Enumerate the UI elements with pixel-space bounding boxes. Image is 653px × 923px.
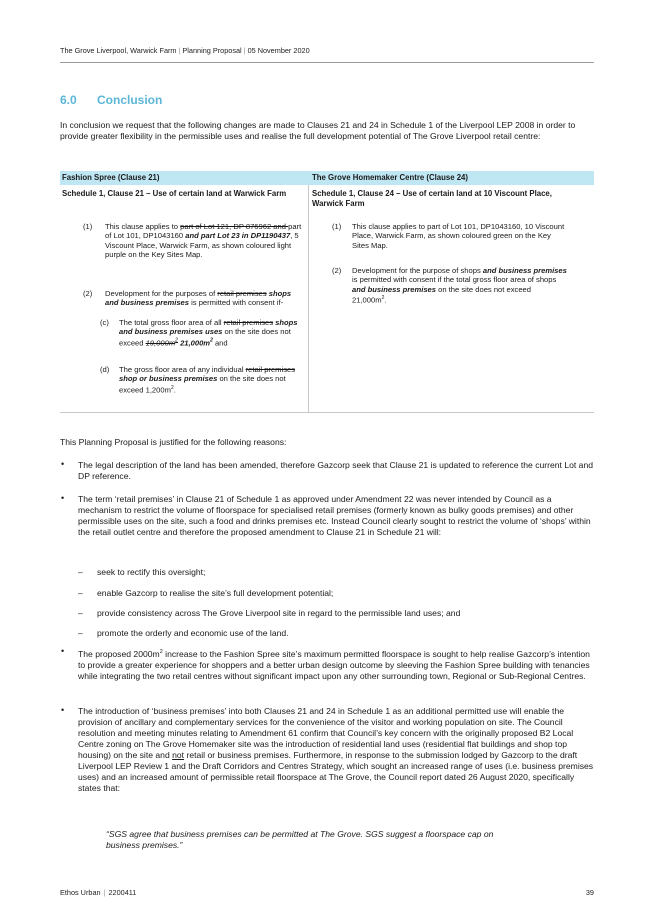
col1-subclause-2-number: (2): [83, 289, 93, 298]
dash-glyph: –: [78, 567, 83, 577]
col2-clause-title: Schedule 1, Clause 24 – Use of certain land at 10 Viscount Place, Warwick Farm: [312, 189, 552, 208]
bullet-2: The term ‘retail premises’ in Clause 21 of Schedule 1 as approved under Amendment 22 was never intended by Council as a mechanism to restrict the volume of floorspace for specialised retail premises (formerly known as bulky goods premises) and other permissible uses on the site, such a food and drinks premises etc. Instead Council clearly sought to restrict the volume of ‘shops’ within the retail outlet centre and therefore the proposed amendment to Clause 21 in Schedule 21 will:: [78, 494, 591, 537]
intro-paragraph: In conclusion we request that the following changes are made to Clauses 21 and 24 in Schedule 1 of the Liverpool LEP 2008 in order to provide greater flexibility in the permissible uses and realise the full development potential of The Grove Liverpool retail centre:: [60, 120, 576, 141]
table-column-divider: [308, 185, 309, 412]
bullet-glyph: •: [61, 646, 65, 656]
col1-item-c-number: (c): [100, 318, 109, 327]
bullet-1: The legal description of the land has been amended, therefore Gazcorp seek that Clause 21 is updated to reference the current Lot and DP reference.: [78, 460, 593, 481]
col1-item-c: The total gross floor area of all retail premises shops and business premises uses on the site does not exceed $19,000m^2$ $21,000m^2$ and: [119, 318, 298, 348]
header-divider: [60, 62, 594, 63]
col2-subclause-2: Development for the purpose of shops and business premises is permitted with consent if the total gross floor area of shops and business premises on the site does not exceed $21,000m^2$.: [352, 266, 567, 305]
dash-item-1: seek to rectify this oversight;: [97, 567, 206, 577]
bullet-glyph: •: [61, 705, 65, 715]
col1-clause-title: Schedule 1, Clause 21 – Use of certain land at Warwick Farm: [62, 189, 287, 198]
table-header-fashion-spree: Fashion Spree (Clause 21): [62, 173, 160, 182]
clause-comparison-table: [60, 171, 594, 413]
col1-subclause-2: Development for the purposes of retail premises shops and business premises is permitted with consent if-: [105, 289, 292, 308]
col2-subclause-1: This clause applies to part of Lot 101, DP1043160, 10 Viscount Place, Warwick Farm, as shown coloured green on the Key Sites Map.: [352, 222, 565, 250]
header-org: The Grove Liverpool, Warwick Farm: [60, 46, 177, 55]
col1-subclause-1: This clause applies to part of Lot 121, DP 876962 and part of Lot 101, DP1043160 and part Lot 23 in DP1190437, 5 Viscount Place, Warwick Farm, as shown coloured light purple on the Key Sites Map.: [105, 222, 302, 260]
footer-ref: 2200411: [108, 888, 137, 897]
dash-glyph: –: [78, 628, 83, 638]
section-title: Conclusion: [97, 93, 163, 107]
dash-glyph: –: [78, 608, 83, 618]
section-number: 6.0: [60, 93, 77, 107]
page-number: 39: [585, 888, 594, 897]
sgs-quote: “SGS agree that business premises can be permitted at The Grove. SGS suggest a floorspace cap on business premises.”: [106, 829, 494, 850]
col2-subclause-2-number: (2): [332, 266, 342, 275]
col1-item-d-number: (d): [100, 365, 110, 374]
col2-subclause-1-number: (1): [332, 222, 342, 231]
dash-item-4: promote the orderly and economic use of the land.: [97, 628, 289, 638]
header-date: 05 November 2020: [247, 46, 310, 55]
footer-org: Ethos Urban: [60, 888, 101, 897]
dash-item-2: enable Gazcorp to realise the site’s full development potential;: [97, 588, 334, 598]
col1-item-d: The gross floor area of any individual retail premises shop or business premises on the site does not exceed $1,200m^2$.: [119, 365, 296, 395]
table-header-homemaker: The Grove Homemaker Centre (Clause 24): [312, 173, 468, 182]
bullet-3: The proposed $2000m^2$ increase to the Fashion Spree site’s maximum permitted floorspace is sought to help realise Gazcorp’s intention to provide a greater experience for shoppers and a better urban design outcome by sleeving the Fashion Spree building with tenancies while integrating the two retail centres without significant impact upon any other surrounding town, Regional or Sub-Regional Centres.: [78, 648, 590, 681]
dash-glyph: –: [78, 588, 83, 598]
bullet-glyph: •: [61, 493, 65, 503]
col1-subclause-1-number: (1): [83, 222, 93, 231]
header-doc: Planning Proposal: [182, 46, 242, 55]
running-header: The Grove Liverpool, Warwick Farm | Planning Proposal | 05 November 2020: [60, 46, 310, 55]
justification-intro: This Planning Proposal is justified for the following reasons:: [60, 437, 287, 447]
footer-left: Ethos Urban | 2200411: [60, 888, 137, 897]
bullet-4: The introduction of ‘business premises’ into both Clauses 21 and 24 in Schedule 1 as an additional permitted use will enable the provision of ancillary and complementary services for the convenience of the visitor and working population on site. The Council resolution and meeting minutes relating to Amendment 61 confirm that Council’s key concern with the originally proposed B2 Local Centre zoning on The Grove Homemaker site was the introduction of residential land uses (residential flat buildings and shop top housing) on the site and not retail or business premises. Furthermore, in response to the submission lodged by Gazcorp to the draft Liverpool LEP Review 1 and the Draft Corridors and Centres Strategy, which sought an increased range of uses (i.e. business premises uses) and an increased amount of permissible retail floorspace at The Grove, the Council report dated 26 August 2020, specifically states that:: [78, 706, 594, 793]
dash-item-3: provide consistency across The Grove Liverpool site in regard to the permissible land uses; and: [97, 608, 461, 618]
bullet-glyph: •: [61, 459, 65, 469]
